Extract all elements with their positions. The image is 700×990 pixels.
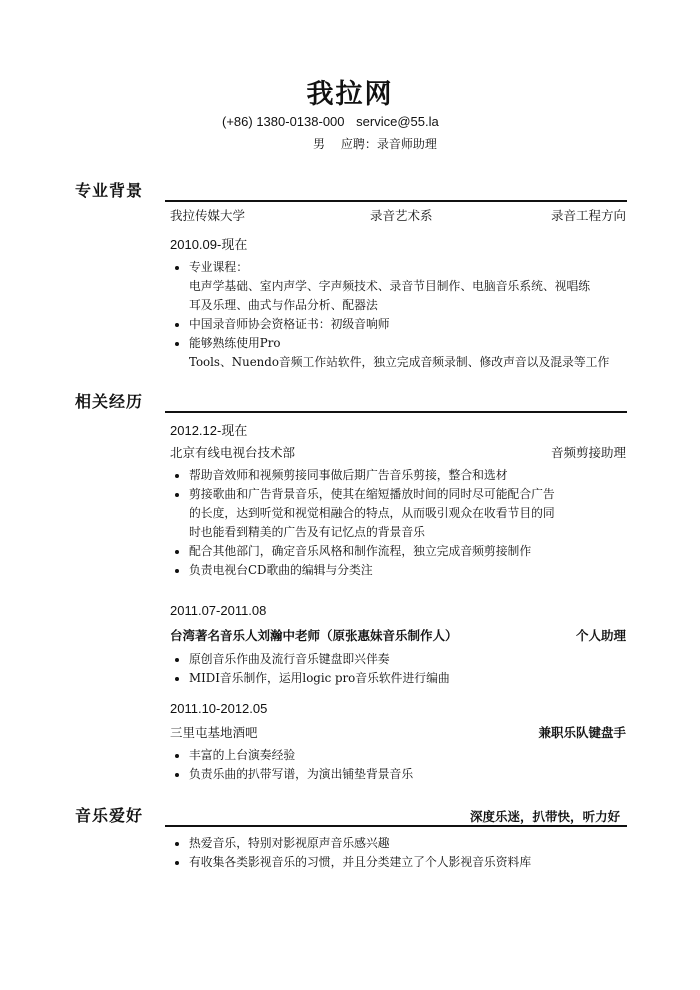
job-period: 2011.07-2011.08 bbox=[170, 603, 267, 618]
bullet-item bbox=[172, 853, 632, 872]
job-row bbox=[170, 627, 626, 645]
major-name: 录音工程方向 bbox=[550, 208, 626, 223]
bullet-text: 负责电视台CD歌曲的编辑与分类注 bbox=[189, 563, 373, 577]
bullet-item bbox=[172, 258, 632, 315]
job-row bbox=[170, 444, 626, 462]
department-name: 录音艺术系 bbox=[370, 208, 433, 223]
bullet-item bbox=[172, 650, 632, 669]
bullet-text: 专业课程： bbox=[189, 260, 248, 274]
bullet-text: 原创音乐作曲及流行音乐键盘即兴伴奏 bbox=[189, 652, 390, 666]
bullet-item bbox=[172, 669, 632, 688]
education-bullets bbox=[172, 258, 632, 372]
bullet-text: 配合其他部门，确定音乐风格和制作流程，独立完成音频剪接制作 bbox=[189, 544, 532, 558]
hobby-trait: 深度乐迷 bbox=[470, 809, 521, 824]
contact-line bbox=[222, 114, 439, 130]
bullet-text: 负责乐曲的扒带写谱，为演出铺垫背景音乐 bbox=[189, 767, 414, 781]
bullet-text: 时也能看到精美的广告及有记忆点的背景音乐 bbox=[189, 525, 425, 539]
section-title-hobbies: 音乐爱好 bbox=[75, 806, 144, 825]
bullet-item bbox=[172, 315, 632, 334]
email-address: service@55.la bbox=[356, 114, 439, 129]
bullet-text: 热爱音乐，特别对影视原声音乐感兴趣 bbox=[189, 836, 390, 850]
gender: 男 bbox=[313, 137, 326, 151]
education-row bbox=[170, 207, 626, 225]
hobby-trait: ， 扒带快 bbox=[520, 809, 570, 824]
job-role: 个人助理 bbox=[575, 628, 626, 643]
bullet-text: Tools、Nuendo音频工作站软件，独立完成音频录制、修改声音以及混录等工作 bbox=[189, 355, 610, 369]
bullet-item bbox=[172, 485, 632, 542]
job-bullets bbox=[172, 746, 632, 784]
bullet-text: 能够熟练使用Pro bbox=[189, 336, 281, 350]
bullet-item bbox=[172, 466, 632, 485]
job-org: 台湾著名音乐人刘瀚中老师（原张惠妹音乐制作人） bbox=[170, 628, 458, 643]
apply-line bbox=[313, 136, 437, 152]
bullet-text: 电声学基础、室内声学、字声频技术、录音节目制作、电脑音乐系统、视唱练 bbox=[189, 279, 591, 293]
job-bullets bbox=[172, 466, 632, 580]
section-divider bbox=[165, 411, 627, 413]
section-title-experience: 相关经历 bbox=[75, 392, 144, 411]
job-period: 2011.10-2012.05 bbox=[170, 701, 268, 716]
bullet-text: MIDI音乐制作，运用logic pro音乐软件进行编曲 bbox=[189, 671, 450, 685]
section-divider bbox=[165, 200, 627, 202]
bullet-item bbox=[172, 746, 632, 765]
bullet-text: 帮助音效师和视频剪接同事做后期广告音乐剪接，整合和选材 bbox=[189, 468, 508, 482]
resume-name: 我拉网 bbox=[306, 79, 394, 110]
bullet-text: 有收集各类影视音乐的习惯，并且分类建立了个人影视音乐资料库 bbox=[189, 855, 532, 869]
education-period: 2010.09-现在 bbox=[170, 237, 248, 252]
bullet-item bbox=[172, 334, 632, 372]
bullet-item bbox=[172, 765, 632, 784]
section-title-education: 专业背景 bbox=[75, 181, 144, 200]
job-role: 音频剪接助理 bbox=[550, 445, 626, 460]
bullet-item bbox=[172, 834, 632, 853]
bullet-text: 耳及乐理、曲式与作品分析、配器法 bbox=[189, 298, 378, 312]
bullet-text: 丰富的上台演奏经验 bbox=[189, 748, 296, 762]
bullet-text: 中国录音师协会资格证书：初级音响师 bbox=[189, 317, 390, 331]
bullet-text: 的长度，达到听觉和视觉相融合的特点，从而吸引观众在收看节目的同 bbox=[189, 506, 555, 520]
bullet-text: 剪接歌曲和广告背景音乐，使其在缩短播放时间的同时尽可能配合广告 bbox=[189, 487, 555, 501]
job-org: 北京有线电视台技术部 bbox=[170, 445, 296, 460]
school-name: 我拉传媒大学 bbox=[170, 208, 246, 223]
section-divider bbox=[165, 825, 627, 827]
phone-number: (+86) 1380-0138-000 bbox=[222, 114, 345, 129]
job-role: 兼职乐队键盘手 bbox=[538, 725, 626, 740]
job-bullets bbox=[172, 650, 632, 688]
bullet-item bbox=[172, 542, 632, 561]
hobby-trait: ， 听力好 bbox=[570, 809, 620, 824]
job-org: 三里屯基地酒吧 bbox=[170, 725, 258, 740]
job-period: 2012.12-现在 bbox=[170, 423, 248, 438]
job-row bbox=[170, 724, 626, 742]
bullet-item bbox=[172, 561, 632, 580]
apply-position: 应聘：录音师助理 bbox=[340, 137, 437, 151]
hobby-summary bbox=[470, 808, 620, 826]
hobby-bullets bbox=[172, 834, 632, 872]
